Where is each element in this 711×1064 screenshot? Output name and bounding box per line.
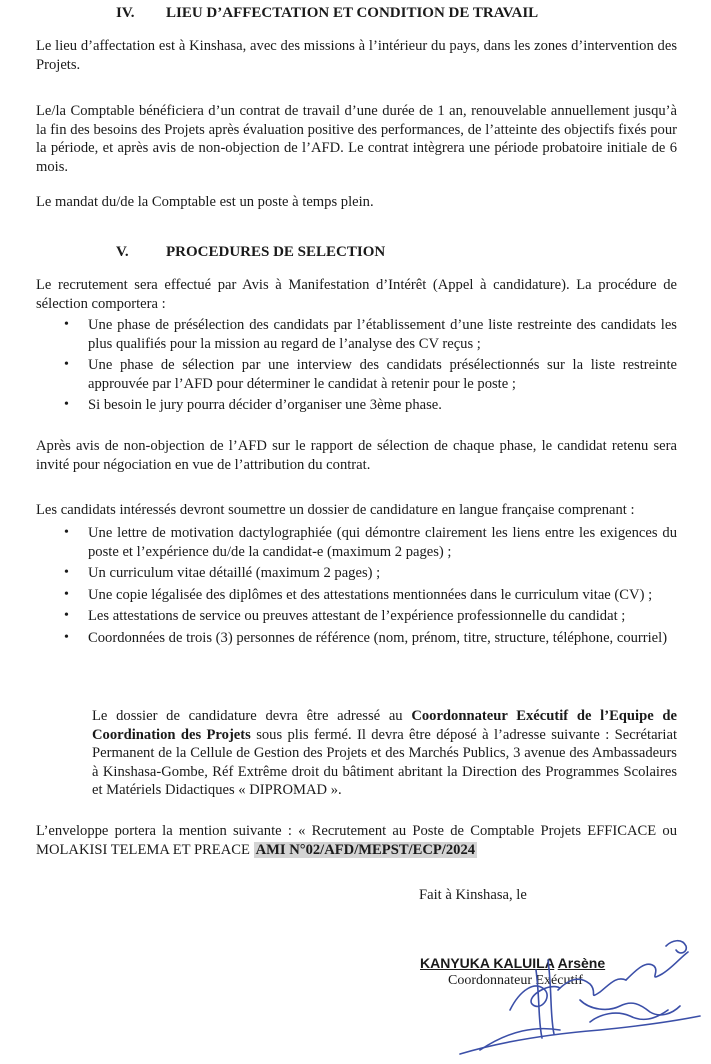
section-iv-number: IV. [116,5,135,21]
list-item: • Si besoin le jury pourra décider d’organiser une 3ème phase. [64,397,442,414]
bullet-icon: • [64,565,69,581]
list-item: • Une phase de sélection par une interview des candidats présélectionnés sur la liste restreinte approuvée par l’AFD pour déterminer le candidat à retenir pour le poste ; [64,357,677,392]
section-iv-heading [116,4,538,23]
bullet-icon: • [64,629,69,645]
ami-reference: AMI N°02/AFD/MEPST/ECP/2024 [255,841,476,858]
section-v-number: V. [116,244,129,260]
procedure-intro: Le recrutement sera effectué par Avis à Manifestation d’Intérêt (Appel à candidature). La procédure de sélection comportera : [36,277,677,312]
dossier-intro: Les candidats intéressés devront soumettre un dossier de candidature en langue française comprenant : [36,502,635,518]
list-item: • Une phase de présélection des candidats par l’établissement d’une liste restreinte des candidats les plus qualifiés pour la mission au regard de l’analyse des CV reçus ; [64,317,677,352]
bullet-icon: • [64,317,69,332]
envelope-paragraph: L’enveloppe portera la mention suivante : « Recrutement au Poste de Comptable Projets EFFICACE ou MOLAKISI TELEMA ET PREACE AMI N°02/AFD/MEPST/ECP/2024 [36,823,677,858]
bullet-icon: • [64,608,69,624]
section-iv-title: LIEU D’AFFECTATION ET CONDITION DE TRAVAIL [166,5,539,21]
list-item: • Un curriculum vitae détaillé (maximum 2 pages) ; [64,565,381,582]
contract-paragraph: Le/la Comptable bénéficiera d’un contrat de travail d’une durée de 1 an, renouvelable annuellement jusqu’à la fin des besoins des Projets après évaluation positive des performances, de l’atteinte des objectifs fixés pour la période, et après avis de non-objection de l’AFD. Le contrat intègrera une période probatoire initiale de 6 mois. [36,103,677,175]
after-selection-paragraph: Après avis de non-objection de l’AFD sur le rapport de sélection de chaque phase, le candidat retenu sera invité pour négociation en vue de l’attribution du contrat. [36,438,677,473]
place-date-line: Fait à Kinshasa, le [419,887,527,903]
dossier-items-list [36,524,677,651]
signer-name: KANYUKA KALUILA Arsène [420,955,606,971]
bullet-icon: • [64,525,69,540]
signer-title: Coordonnateur Exécutif [448,973,583,988]
addressee: Coordonnateur Exécutif de l’Equipe de Coordination des Projets [92,708,677,743]
list-item: • Les attestations de service ou preuves attestant de l’expérience professionnelle du candidat ; [64,608,626,625]
address-paragraph: Le dossier de candidature devra être adressé au Coordonnateur Exécutif de l’Equipe de Coordination des Projets sous plis fermé. Il devra être déposé à l’adresse suivante : Secrétariat Permanent de la Cellule de Gestion des Projets et des Marchés Publics, 3 avenue des Ambassadeurs à Kinshasa-Gombe, Réf Extrême droit du bâtiment abritant la Direction des Programmes Scolaires et Matériels Didactiques « DIPROMAD ». [92,708,677,799]
list-item: • Coordonnées de trois (3) personnes de référence (nom, prénom, titre, structure, téléphone, courriel) [64,629,668,646]
list-item: • Une copie légalisée des diplômes et des attestations mentionnées dans le curriculum vitae (CV) ; [64,586,653,603]
bullet-icon: • [64,357,69,373]
bullet-icon: • [64,586,69,602]
bullet-icon: • [64,397,69,413]
section-v-title: PROCEDURES DE SELECTION [166,244,386,260]
location-paragraph: Le lieu d’affectation est à Kinshasa, avec des missions à l’intérieur du pays, dans les zones d’intervention des Projets. [36,38,677,73]
mandate-paragraph: Le mandat du/de la Comptable est un poste à temps plein. [36,194,374,210]
section-v-heading [116,243,385,262]
selection-phases-list [36,316,677,418]
list-item: • Une lettre de motivation dactylographiée (qui démontre clairement les liens entre les exigences du poste et l’expérience du/de la candidat-e (maximum 2 pages) ; [64,525,677,560]
handwritten-signature [440,930,710,1064]
